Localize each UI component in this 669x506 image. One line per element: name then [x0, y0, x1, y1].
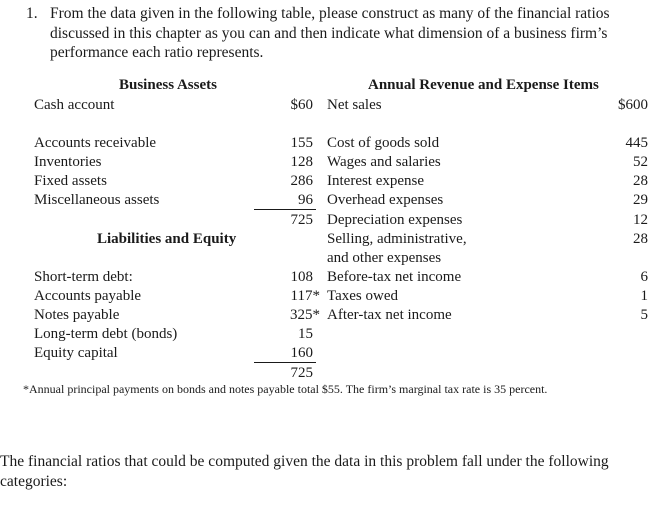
- revenue-item-label: Wages and salaries: [327, 154, 441, 170]
- asset-label: Fixed assets: [34, 173, 107, 189]
- answer-intro: The financial ratios that could be computed given the data in this problem fall under the following categories:: [0, 453, 609, 490]
- revenue-item-label: Before-tax net income: [327, 269, 462, 285]
- revenue-item-label: Cost of goods sold: [327, 135, 440, 151]
- revenue-item-value: 28: [633, 173, 648, 189]
- asset-label: Cash account: [34, 97, 115, 113]
- revenue-item-value: 5: [640, 307, 648, 323]
- question: [26, 4, 656, 63]
- liability-label: Equity capital: [34, 345, 118, 361]
- revenue-item-value: 1: [640, 288, 648, 304]
- revenue-item-value: 445: [625, 135, 648, 151]
- liability-label: Long-term debt (bonds): [34, 326, 178, 342]
- asset-value: 286: [290, 173, 313, 189]
- liability-label: Accounts payable: [34, 288, 142, 304]
- question-number: 1.: [26, 5, 38, 22]
- question-text: From the data given in the following table, please construct as many of the financial ratios discussed in this chapter as you can and then indicate what dimension of a business firm’s performance each ratio represents.: [50, 5, 610, 61]
- revenue-item-value: 6: [640, 269, 648, 285]
- liability-value: 160: [290, 345, 313, 361]
- liability-value: 325*: [290, 307, 320, 323]
- revenue-item-label: After-tax net income: [327, 307, 452, 323]
- revenue-item-label: Net sales: [327, 97, 382, 113]
- liability-label: Short-term debt:: [34, 269, 133, 285]
- assets-total: 725: [290, 212, 313, 228]
- asset-label: Inventories: [34, 154, 102, 170]
- liability-value: 108: [290, 269, 313, 285]
- asset-label: Miscellaneous assets: [34, 192, 160, 208]
- revenue-item-value: 29: [633, 192, 648, 208]
- revenue-item-label: Taxes owed: [327, 288, 399, 304]
- asset-label: Accounts receivable: [34, 135, 157, 151]
- revenue-item-label: Interest expense: [327, 173, 425, 189]
- revenue-heading: Annual Revenue and Expense Items: [368, 77, 599, 93]
- liabilities-total-rule: [254, 362, 316, 363]
- liability-value: 117*: [290, 288, 320, 304]
- assets-heading: Business Assets: [119, 77, 217, 93]
- revenue-item-label: Overhead expenses: [327, 192, 444, 208]
- revenue-item-label: Depreciation expenses: [327, 212, 463, 228]
- assets-total-rule: [254, 209, 316, 210]
- liability-label: Notes payable: [34, 307, 120, 323]
- revenue-item-value: 28: [633, 231, 648, 247]
- revenue-item-value: 12: [633, 212, 648, 228]
- asset-value: 128: [290, 154, 313, 170]
- footnote: *Annual principal payments on bonds and notes payable total $55. The firm’s marginal tax rate is 35 percent.: [23, 382, 548, 396]
- revenue-item-label: and other expenses: [327, 250, 442, 266]
- liabilities-total: 725: [290, 365, 313, 381]
- liabilities-heading: Liabilities and Equity: [97, 231, 237, 247]
- liability-value: 15: [298, 326, 313, 342]
- asset-value: $60: [290, 97, 313, 113]
- asset-value: 96: [298, 192, 313, 208]
- revenue-item-label: Selling, administrative,: [327, 231, 467, 247]
- revenue-item-value: 52: [633, 154, 648, 170]
- revenue-item-value: $600: [618, 97, 648, 113]
- asset-value: 155: [290, 135, 313, 151]
